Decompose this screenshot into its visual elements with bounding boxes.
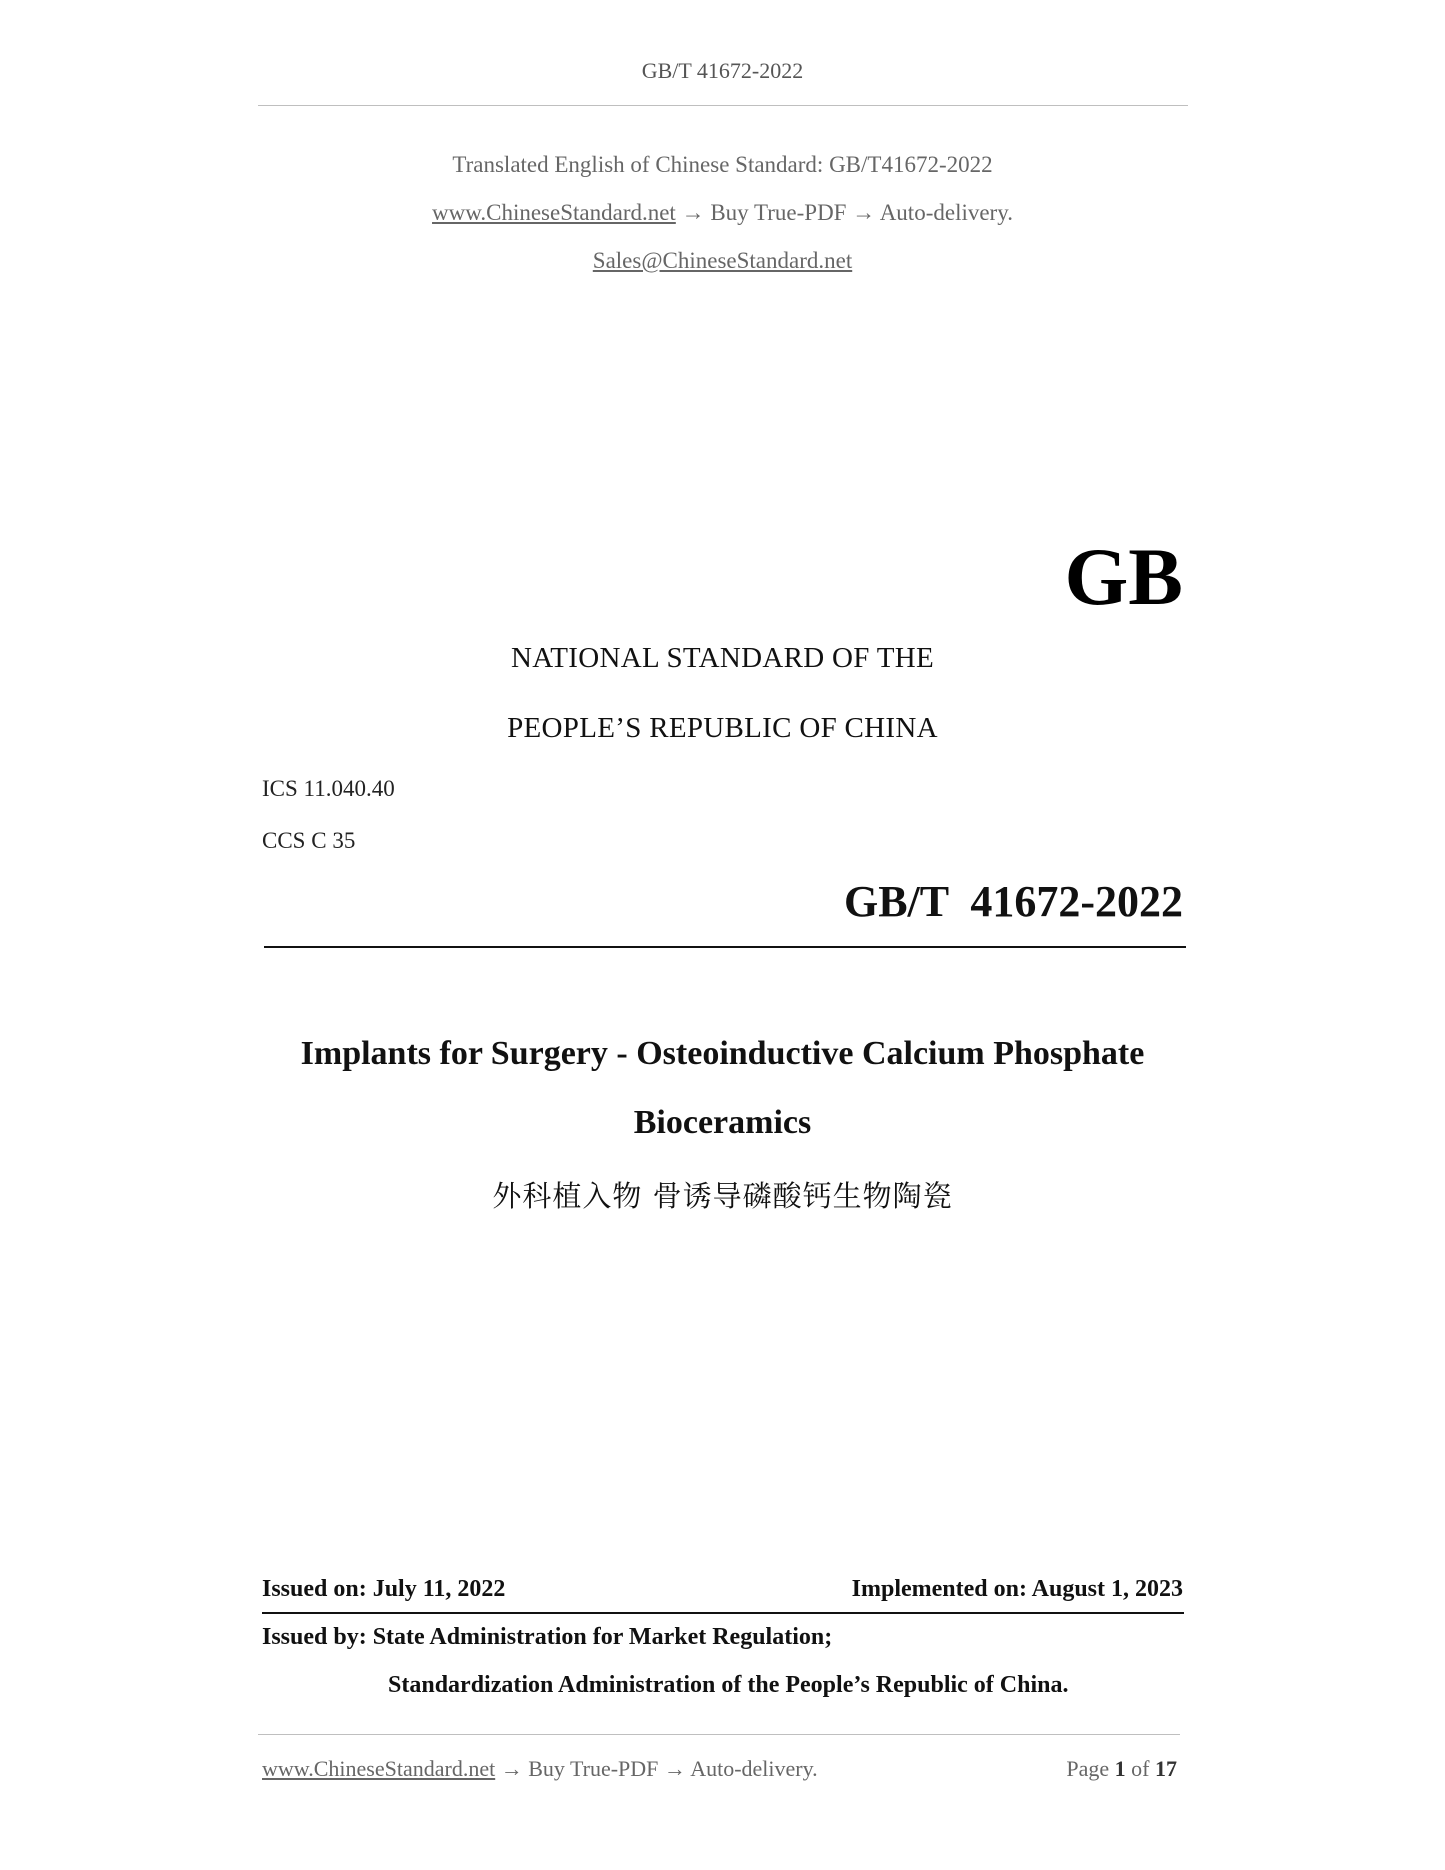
issued-by-second-line: Standardization Administration of the People’s Republic of China. [388, 1672, 1069, 1698]
email-link[interactable]: Sales@ChineseStandard.net [592, 248, 853, 273]
purchase-text: → Buy True-PDF → Auto-delivery. [675, 200, 1013, 225]
email-notice [0, 248, 1445, 274]
national-standard-line-1: NATIONAL STANDARD OF THE [511, 642, 934, 674]
page-word: Page [1066, 1756, 1110, 1781]
standard-number: GB/T 41672-2022 [843, 877, 1183, 926]
page-total: 17 [1155, 1756, 1177, 1781]
purchase-notice [0, 200, 1445, 226]
title-chinese: 外科植入物 骨诱导磷酸钙生物陶瓷 [492, 1179, 953, 1213]
header-divider [258, 105, 1188, 106]
title-english-line-2: Bioceramics [633, 1104, 812, 1141]
footer-purchase-text: → Buy True-PDF → Auto-delivery. [495, 1756, 818, 1781]
title-english-line-1: Implants for Surgery - Osteoinductive Calcium Phosphate [300, 1035, 1145, 1072]
standard-number-rule [264, 946, 1186, 948]
issue-rule [262, 1612, 1184, 1614]
running-header: GB/T 41672-2022 [641, 58, 804, 83]
page-current: 1 [1114, 1756, 1126, 1781]
issued-by: Issued by: State Administration for Market Regulation; [262, 1624, 833, 1650]
ccs-code: CCS C 35 [262, 828, 356, 853]
footer-purchase-notice [262, 1756, 818, 1782]
page-indicator [1066, 1756, 1177, 1782]
national-standard-line-2: PEOPLE’S REPUBLIC OF CHINA [507, 712, 938, 744]
gb-mark: GB [1064, 531, 1183, 622]
translation-notice: Translated English of Chinese Standard: GB/T41672-2022 [452, 152, 993, 177]
footer-divider [258, 1734, 1180, 1735]
of-word: of [1131, 1756, 1150, 1781]
ics-code: ICS 11.040.40 [262, 776, 395, 801]
implemented-on: Implemented on: August 1, 2023 [851, 1576, 1183, 1602]
footer-site-link[interactable]: www.ChineseStandard.net [262, 1756, 496, 1781]
site-link[interactable]: www.ChineseStandard.net [432, 200, 676, 225]
issued-on: Issued on: July 11, 2022 [262, 1576, 506, 1602]
